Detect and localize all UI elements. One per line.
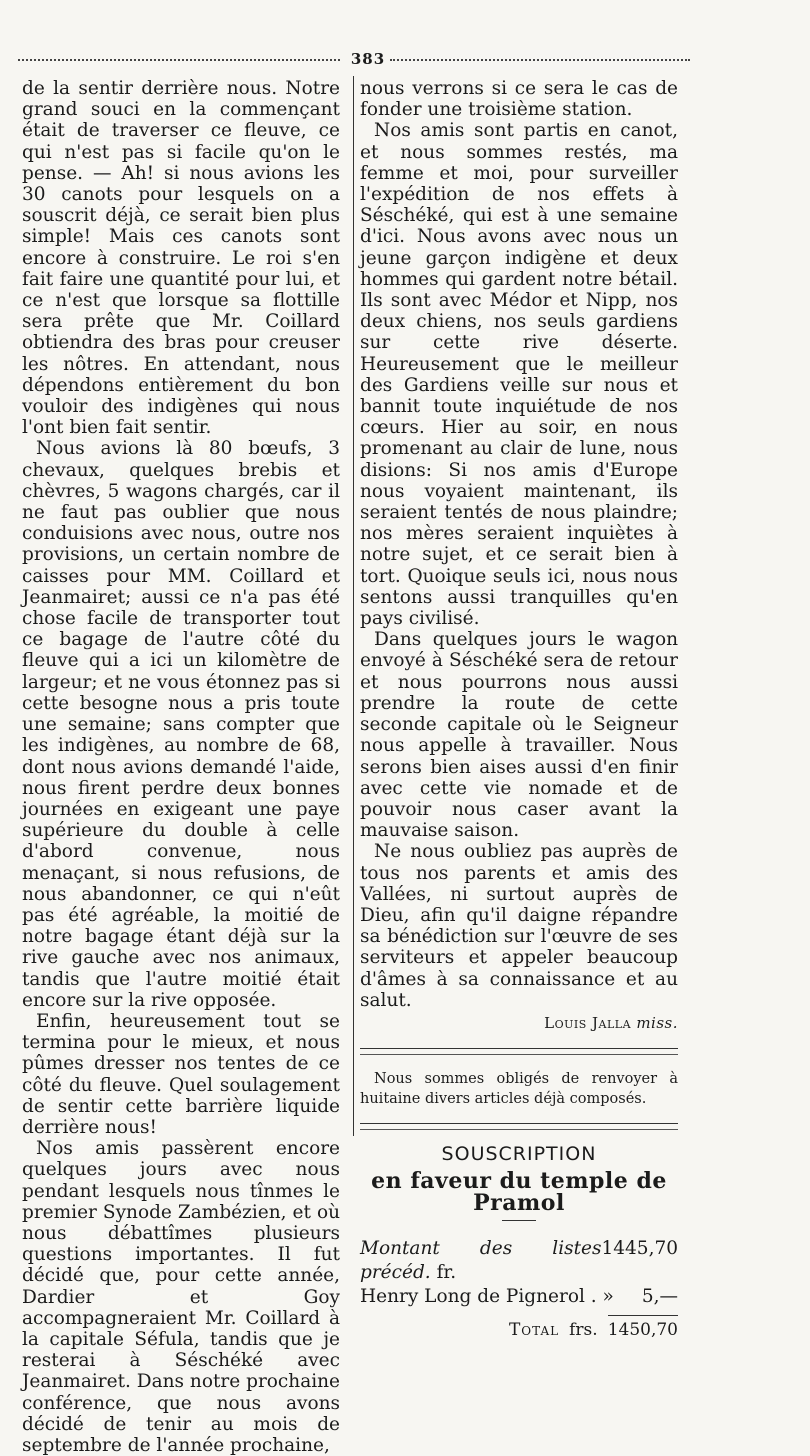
paragraph: Nous avions là 80 bœufs, 3 chevaux, quelques brebis et chèvres, 5 wagons chargés, car il ne faut pas oublier que nous conduisions avec nous, outre nos provisions, un certain nombre de caisses pour MM. Coillard et Jeanmairet; aussi ce n'a pas été chose facile de transporter tout ce bagage de l'autre côté du fleuve qui a ici un kilomètre de largeur; et ne vous étonnez pas si cette besogne nous a pris toute une semaine; sans compter que les indigènes, au nombre de 68, dont nous avions demandé l'aide, nous firent perdre deux bonnes journées en exigeant une paye supérieure du double à celle d'abord convenue, nous menaçant, si nous refusions, de nous abandonner, ce qui n'eût pas été agréable, la moitié de notre bagage étant déjà sur la rive gauche avec nos animaux, tandis que l'autre moitié était encore sur la rive opposée.	[22, 438, 340, 1011]
left-column	[22, 78, 340, 1456]
paragraph: Enfin, heureusement tout se termina pour le mieux, et nous pûmes dresser nos tentes de ce côté du fleuve. Quel soulagement de sentir cette barrière liquide derrière nous!	[22, 1010, 340, 1138]
signature	[360, 1013, 678, 1034]
right-column	[360, 78, 678, 1341]
header-rule-left	[18, 59, 340, 61]
row-label: Henry Long de Pignerol	[360, 1285, 585, 1307]
paragraph: nous verrons si ce sera le cas de fonder une troisième station.	[360, 78, 678, 121]
total-amount: 1450,70	[607, 1319, 678, 1340]
total-row	[360, 1320, 678, 1341]
total-rule	[608, 1315, 678, 1316]
paragraph: Dans quelques jours le wagon envoyé à Séschéké sera de retour et nous pourrons nous aussi prendre la route de cette seconde capitale où le Seigneur nous appelle à travailler. Nous serons bien aises aussi d'en finir avec cette vie nomade et de pouvoir nous caser avant la mauvaise saison.	[360, 629, 678, 842]
signature-title: miss.	[636, 1013, 678, 1032]
total-label: Total	[508, 1319, 560, 1340]
paragraph: de la sentir derrière nous. Notre grand souci en la commençant était de traverser ce fleuve, ce qui n'est pas si facile qu'on le pense. — Ah! si nous avions les 30 canots pour lesquels on a souscrit déjà, ce serait bien plus simple! Mais ces canots sont encore à construire. Le roi s'en fait faire une quantité pour lui, et ce n'est que lorsque sa flottille sera prête que Mr. Coillard obtiendra des bras pour creuser les nôtres. En attendant, nous dépendons entièrement du bon vouloir des indigènes qui nous l'ont bien fait sentir.	[22, 78, 340, 439]
row-amount: 5,—	[641, 1285, 678, 1307]
paragraph: Nos amis passèrent encore quelques jours avec nous pendant lesquels nous tînmes le premier Synode Zambézien, et où nous débattîmes plusieurs questions importantes. Il fut décidé que, pour cette année, Dardier et Goy accompagneraient Mr. Coillard à la capitale Séfula, tandis que je resterai à Séschéké avec Jeanmairet. Dans notre prochaine conférence, que nous avons décidé de tenir au mois de septembre de l'année prochaine,	[22, 1138, 341, 1456]
souscription-row	[360, 1237, 678, 1285]
paragraph: Ne nous oubliez pas auprès de tous nos parents et amis des Vallées, ni surtout auprès de Dieu, afin qu'il daigne répandre sa bénédiction sur l'œuvre de ses serviteurs et appeler beaucoup d'âmes à sa connaissance et au salut.	[360, 841, 678, 1011]
row-suffix: fr.	[436, 1261, 457, 1283]
row-suffix: . »	[590, 1285, 614, 1307]
row-amount: 1445,70	[601, 1237, 678, 1259]
souscription-row	[360, 1285, 678, 1309]
header-rule-right	[390, 59, 690, 61]
souscription-title: SOUSCRIPTION	[441, 1143, 597, 1166]
paragraph: Nos amis sont partis en canot, et nous sommes restés, ma femme et moi, pour surveiller l'expédition de nos effets à Séschéké, qui est à une semaine d'ici. Nous avons avec nous un jeune garçon indigène et deux hommes qui gardent notre bétail. Ils sont avec Médor et Nipp, nos deux chiens, nos seuls gardiens sur cette rive déserte. Heureusement que le meilleur des Gardiens veille sur nous et bannit toute inquiétude de nos cœurs. Hier au soir, en nous promenant au clair de lune, nous disions: Si nos amis d'Europe nous voyaient maintenant, ils seraient tentés de nous plaindre; nos mères seraient inquiètes à notre sujet, et ce serait bien à tort. Quoique seuls ici, nous nous sentons aussi tranquilles qu'en pays civilisé.	[360, 120, 678, 630]
column-divider	[353, 76, 354, 1136]
souscription-subtitle: en faveur du temple de Pramol	[371, 1168, 667, 1216]
page-number: 383	[350, 50, 386, 68]
row-label: Montant des listes précéd.	[360, 1237, 602, 1283]
section-rule	[360, 1123, 678, 1130]
total-unit: frs.	[569, 1319, 598, 1340]
signature-name: Louis Jalla	[544, 1013, 632, 1032]
page-header	[18, 50, 790, 70]
section-rule	[360, 1048, 678, 1055]
editor-note: Nous sommes obligés de renvoyer à huitaine divers articles déjà composés.	[360, 1071, 678, 1108]
